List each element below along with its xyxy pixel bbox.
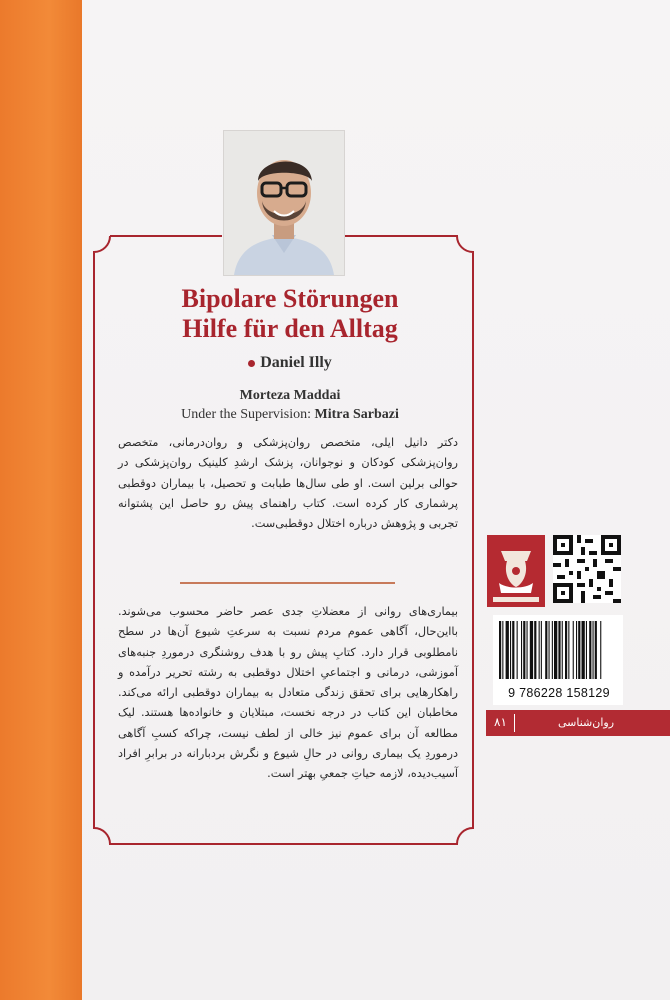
book-title-line-1: Bipolare Störungen: [181, 284, 399, 313]
barcode-bar: [499, 621, 501, 679]
barcode-bar: [576, 621, 577, 679]
barcode-bar: [568, 621, 569, 679]
barcode-bar: [562, 621, 563, 679]
barcode-bar: [527, 621, 528, 679]
barcode-bar: [534, 621, 536, 679]
barcode-bar: [545, 621, 547, 679]
about-book-paragraph: بیماری‌های روانی از معضلاتِ جدی عصر حاضر محسوب می‌شوند. بااین‌حال، آگاهی عموم مردم نسبت به سرعتِ شیوع آن‌ها در سطح نامطلوبی قرار دارد. کتابِ پیش رو با هدف روشنگری درموردِ جنبه‌های آموزشی، درمانی و اجتماعیِ اختلال دوقطبی به رشته تحریر درآمده و راهکارهایی برای تحقق زندگی متعادل به بیماران دوقطبی ارائه می‌کند. مخاطبان این کتاب در درجه نخست، مبتلایان و خانواده‌ها هستند. لیک مطالعه آن برای عموم نیز خالی از لطف نیست، چراکه کسبِ آگاهی درموردِ یک بیماری روانی در حالِ شیوع و نگرش بردبارانه در برابرِ افراد آسیب‌دیده، لازمه حیاتِ جمعیِ بهتر است.: [118, 605, 458, 781]
qr-code: [553, 535, 621, 603]
supervision-label: Under the Supervision:: [181, 407, 311, 422]
category-bar: [486, 710, 670, 736]
barcode-bar: [523, 621, 525, 679]
author-text: Daniel Illy: [260, 354, 332, 371]
barcode-bar: [573, 621, 574, 679]
barcode-bar: [589, 621, 591, 679]
barcode-bar: [530, 621, 533, 679]
barcode-bar: [549, 621, 550, 679]
author-name: [110, 354, 470, 372]
barcode-bar: [586, 621, 587, 679]
bullet-dot-icon: [248, 360, 255, 367]
isbn-number: 9 786228 158129: [508, 686, 610, 700]
barcode-bar: [595, 621, 597, 679]
supervision-line: [110, 405, 470, 424]
barcode-bar: [517, 621, 518, 679]
barcode-bar: [506, 621, 509, 679]
book-spine: [0, 0, 82, 1000]
barcode-bar: [541, 621, 542, 679]
translator-name: Morteza Maddai: [239, 388, 341, 403]
book-title-line-2: Hilfe für den Alltag: [182, 314, 398, 343]
barcode-bar: [502, 621, 503, 679]
barcode-bar: [600, 621, 601, 679]
barcode-bar: [578, 621, 580, 679]
barcode-bar: [558, 621, 560, 679]
author-photo: [223, 130, 345, 276]
barcode-bar: [539, 621, 540, 679]
publisher-logo: [487, 535, 545, 607]
barcode-bar: [510, 621, 511, 679]
about-author-paragraph: دکتر دانیل ایلی، متخصص روان‌پزشکی و روان‌درمانی، متخصص روان‌پزشکی کودکان و نوجوانان، پزشک ارشدِ کلینیک روان‌پزشکی در حوالی برلین است. او طی سال‌ها طبابت و تحصیل، با بیماران دوقطبی پرشماری کار کرده است. کتاب راهنمای پیش رو حاصل این پشتوانه تجربی و پژوهش درباره اختلال دوقطبی‌ست.: [118, 436, 458, 531]
barcode-bar: [521, 621, 522, 679]
category-label: روان‌شناسی: [558, 716, 615, 729]
divider-line: [180, 582, 395, 584]
category-separator: [514, 714, 515, 732]
barcode-bar: [565, 621, 567, 679]
supervisor-name: Mitra Sarbazi: [314, 407, 399, 422]
barcode-bar: [552, 621, 553, 679]
barcode-bar: [512, 621, 514, 679]
category-number: ۸۱: [494, 715, 507, 729]
barcode-bar: [582, 621, 585, 679]
barcode-bar: [593, 621, 594, 679]
barcode-bar: [554, 621, 557, 679]
